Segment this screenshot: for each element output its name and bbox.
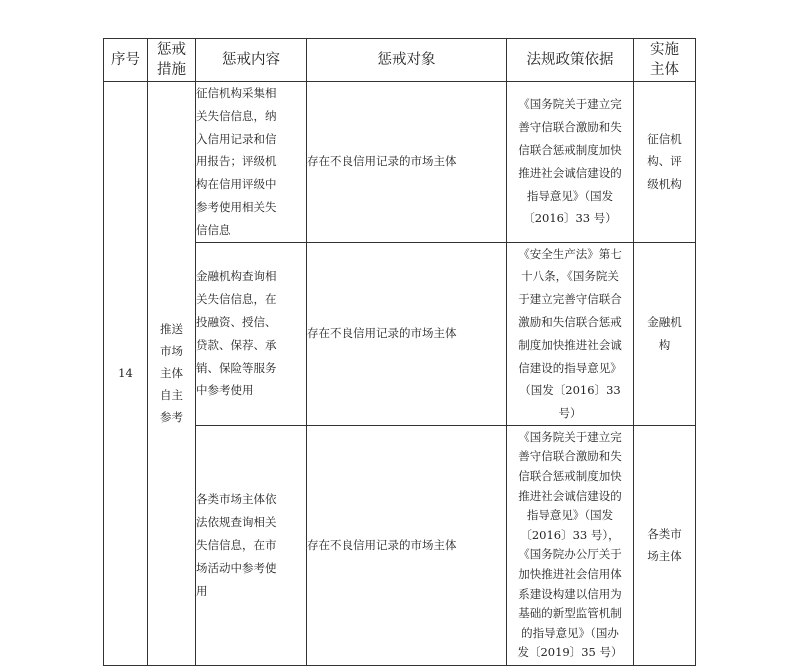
header-basis xyxy=(507,39,634,82)
basis-line: 指导意见》（国发 xyxy=(526,508,614,523)
content-line: 关失信信息，纳 xyxy=(196,108,277,123)
target-text: 存在不良信用记录的市场主体 xyxy=(307,326,457,341)
implementer-line: 征信机 xyxy=(647,131,682,146)
implementer-line: 构、评 xyxy=(647,154,682,169)
measure-line: 参考 xyxy=(160,410,183,425)
content-line: 投融资、授信、 xyxy=(196,314,277,329)
content-line: 法依规查询相关 xyxy=(196,515,277,530)
header-measure-line: 惩戒 xyxy=(157,42,186,58)
content-line: 贷款、保荐、承 xyxy=(196,337,277,352)
measure-line: 自主 xyxy=(160,388,183,403)
basis-line: 系建设构建以信用为 xyxy=(518,586,622,601)
basis-line: 信联合惩戒制度加快 xyxy=(518,142,622,157)
basis-line: 十八条，《国务院关 xyxy=(521,269,619,284)
basis-line: 〔2016〕33 号） xyxy=(523,211,617,226)
measure-cell xyxy=(148,82,196,666)
basis-line: 号） xyxy=(558,406,582,421)
basis-cell xyxy=(507,82,634,243)
content-line: 用 xyxy=(196,583,208,598)
basis-line: 善守信联合激励和失 xyxy=(518,449,622,464)
basis-line: 发〔2019〕35 号） xyxy=(517,645,623,660)
basis-line: 《国务院办公厅关于 xyxy=(518,547,622,562)
header-target xyxy=(307,39,507,82)
basis-line: 推进社会诚信建设的 xyxy=(518,488,622,503)
content-line: 中参考使用 xyxy=(196,383,254,398)
basis-line: 加快推进社会信用体 xyxy=(518,567,622,582)
implementer-line: 级机构 xyxy=(647,177,682,192)
implementer-line: 场主体 xyxy=(647,549,682,564)
content-line: 关失信信息，在 xyxy=(196,292,277,307)
implementer-cell xyxy=(634,242,696,425)
row-number-cell xyxy=(104,82,148,666)
basis-cell xyxy=(507,242,634,425)
target-cell xyxy=(307,425,507,665)
basis-line: 《国务院关于建立完 xyxy=(518,429,622,444)
basis-line: 《安全生产法》第七 xyxy=(518,246,622,261)
basis-line: 信联合惩戒制度加快 xyxy=(518,469,622,484)
content-cell xyxy=(196,242,307,425)
row-number: 14 xyxy=(118,366,133,381)
basis-line: 激励和失信联合惩戒 xyxy=(518,314,622,329)
basis-line: 信建设的指导意见》 xyxy=(518,360,622,375)
basis-line: （国发〔2016〕33 xyxy=(519,383,621,398)
target-text: 存在不良信用记录的市场主体 xyxy=(307,538,457,553)
content-line: 用报告；评级机 xyxy=(196,154,277,169)
table-row xyxy=(104,82,696,243)
header-basis-line: 法规政策依据 xyxy=(526,52,614,68)
measure-line: 市场 xyxy=(160,344,183,359)
header-content-line: 惩戒内容 xyxy=(222,52,280,68)
basis-line: 〔2016〕33 号）， xyxy=(520,527,620,542)
content-line: 销、保险等服务 xyxy=(196,360,277,375)
content-line: 场活动中参考使 xyxy=(196,560,277,575)
measure-line: 主体 xyxy=(160,366,183,381)
basis-cell xyxy=(507,425,634,665)
content-line: 失信信息，在市 xyxy=(196,538,277,553)
sanctions-table xyxy=(103,38,696,666)
content-line: 信信息 xyxy=(196,222,231,237)
target-cell xyxy=(307,82,507,243)
header-implementer xyxy=(634,39,696,82)
header-target-line: 惩戒对象 xyxy=(377,52,436,68)
basis-line: 基础的新型监管机制 xyxy=(518,606,622,621)
content-line: 征信机构采集相 xyxy=(196,86,277,100)
target-text: 存在不良信用记录的市场主体 xyxy=(307,154,457,169)
content-line: 参考使用相关失 xyxy=(196,199,277,214)
content-line: 金融机构查询相 xyxy=(196,269,277,284)
basis-line: 善守信联合激励和失 xyxy=(518,120,622,135)
content-line: 构在信用评级中 xyxy=(196,177,277,192)
implementer-cell xyxy=(634,82,696,243)
basis-line: 的指导意见》（国办 xyxy=(521,625,619,640)
implementer-cell xyxy=(634,425,696,665)
header-row xyxy=(104,39,696,82)
measure-line: 推送 xyxy=(160,322,183,337)
implementer-line: 金融机 xyxy=(647,314,682,329)
content-line: 各类市场主体依 xyxy=(196,492,277,507)
header-implementer-line: 实施 xyxy=(650,42,679,58)
header-measure-line: 措施 xyxy=(157,62,186,78)
basis-line: 制度加快推进社会诚 xyxy=(518,337,622,352)
basis-line: 推进社会诚信建设的 xyxy=(518,165,622,180)
header-measure xyxy=(148,39,196,82)
header-content xyxy=(196,39,307,82)
content-cell xyxy=(196,82,307,243)
basis-line: 指导意见》（国发 xyxy=(526,188,614,203)
target-cell xyxy=(307,242,507,425)
implementer-line: 各类市 xyxy=(647,526,682,541)
implementer-line: 构 xyxy=(658,337,671,352)
content-cell xyxy=(196,425,307,665)
header-implementer-line: 主体 xyxy=(650,62,679,78)
header-no xyxy=(104,39,148,82)
basis-line: 于建立完善守信联合 xyxy=(518,292,622,307)
header-no-line: 序号 xyxy=(111,52,140,68)
content-line: 入信用记录和信 xyxy=(196,131,277,146)
basis-line: 《国务院关于建立完 xyxy=(518,97,622,112)
